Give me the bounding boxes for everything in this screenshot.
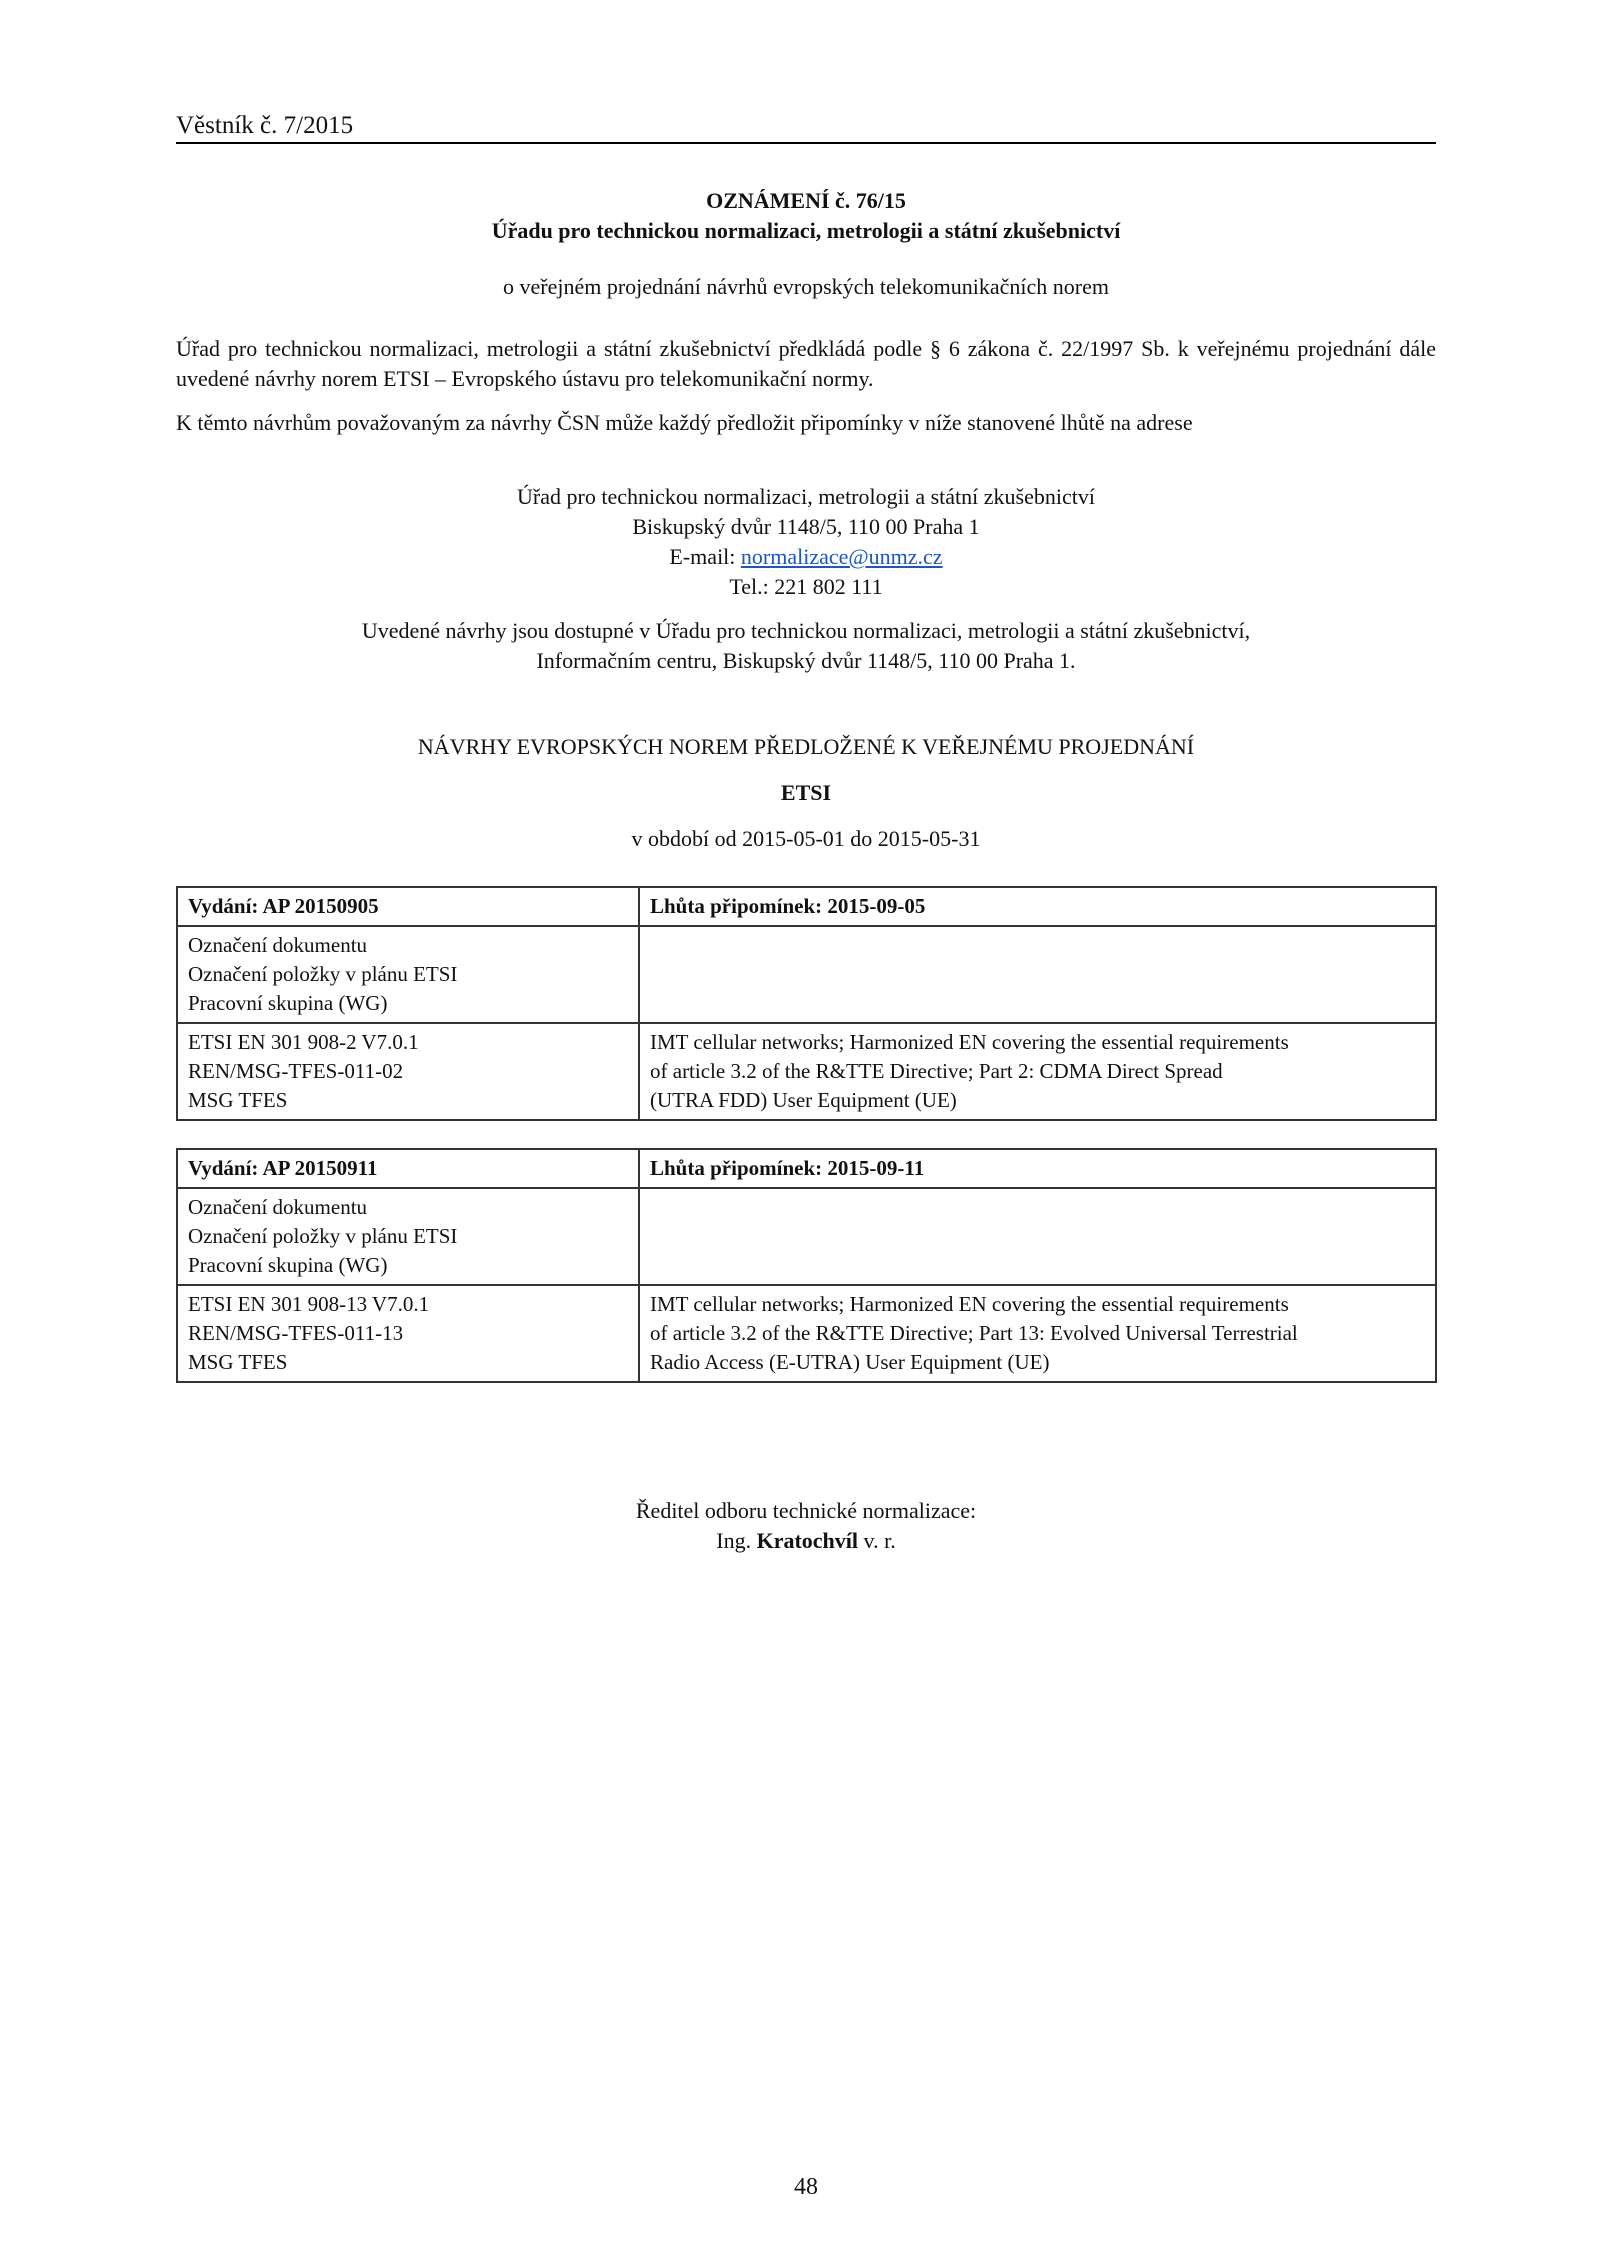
doc-line: MSG TFES: [188, 1088, 288, 1112]
desc-line: IMT cellular networks; Harmonized EN covering the essential requirements: [650, 1292, 1289, 1316]
page-number: 48: [794, 2174, 818, 2200]
label-line: Pracovní skupina (WG): [188, 991, 388, 1015]
address-tel: Tel.: 221 802 111: [729, 574, 883, 599]
availability-line-2: Informačním centru, Biskupský dvůr 1148/5, 110 00 Praha 1.: [536, 648, 1076, 673]
doc-cell: [177, 1023, 639, 1120]
table-row: [177, 1285, 1436, 1382]
label-line: Pracovní skupina (WG): [188, 1253, 388, 1277]
empty-cell: [639, 1188, 1436, 1285]
doc-line: REN/MSG-TFES-011-02: [188, 1059, 404, 1083]
desc-line: of article 3.2 of the R&TTE Directive; Part 13: Evolved Universal Terrestrial: [650, 1321, 1298, 1345]
label-line: Označení dokumentu: [188, 933, 368, 957]
section-heading: NÁVRHY EVROPSKÝCH NOREM PŘEDLOŽENÉ K VEŘEJNÉMU PROJEDNÁNÍ: [417, 734, 1195, 759]
desc-line: IMT cellular networks; Harmonized EN covering the essential requirements: [650, 1030, 1289, 1054]
label-line: Označení položky v plánu ETSI: [188, 962, 458, 986]
desc-cell: [639, 1285, 1436, 1382]
signature-role: Ředitel odboru technické normalizace:: [635, 1498, 977, 1523]
address-street: Biskupský dvůr 1148/5, 110 00 Praha 1: [632, 514, 980, 539]
doc-line: MSG TFES: [188, 1350, 288, 1374]
email-link[interactable]: normalizace@unmz.cz: [740, 544, 943, 569]
signature-line: [176, 1526, 1436, 1556]
deadline-cell: Lhůta připomínek: 2015-09-05: [639, 887, 1436, 926]
table-row: [177, 1188, 1436, 1285]
issue-cell: Vydání: AP 20150911: [177, 1149, 639, 1188]
desc-cell: [639, 1023, 1436, 1120]
desc-line: (UTRA FDD) User Equipment (UE): [650, 1088, 957, 1112]
label-line: Označení dokumentu: [188, 1195, 368, 1219]
section-period: v období od 2015-05-01 do 2015-05-31: [631, 826, 981, 851]
signature-block: [176, 1496, 1436, 1556]
draft-table-2: [176, 1148, 1437, 1383]
notice-number: OZNÁMENÍ č. 76/15: [706, 188, 906, 213]
issue-cell: Vydání: AP 20150905: [177, 887, 639, 926]
doc-line: ETSI EN 301 908-13 V7.0.1: [188, 1292, 430, 1316]
labels-cell: [177, 926, 639, 1023]
intro-paragraph: Úřad pro technickou normalizaci, metrologii a státní zkušebnictví předkládá podle § 6 zákona č. 22/1997 Sb. k veřejnému projednání dále uvedené návrhy norem ETSI – Evropského ústavu pro telekomunikační normy.: [176, 336, 1436, 391]
doc-cell: [177, 1285, 639, 1382]
desc-line: Radio Access (E-UTRA) User Equipment (UE): [650, 1350, 1050, 1374]
comments-paragraph: K těmto návrhům považovaným za návrhy ČSN může každý předložit připomínky v níže stanovené lhůtě na adrese: [176, 410, 1193, 435]
signature-suffix: v. r.: [858, 1528, 896, 1553]
availability-line-1: Uvedené návrhy jsou dostupné v Úřadu pro technickou normalizaci, metrologii a státní zkušebnictví,: [361, 618, 1251, 643]
address-block: [176, 482, 1436, 602]
address-email-line: [176, 542, 1436, 572]
table-header-row: [177, 887, 1436, 926]
notice-title: [176, 186, 1436, 246]
deadline-cell: Lhůta připomínek: 2015-09-11: [639, 1149, 1436, 1188]
table-header-row: [177, 1149, 1436, 1188]
empty-cell: [639, 926, 1436, 1023]
desc-line: of article 3.2 of the R&TTE Directive; Part 2: CDMA Direct Spread: [650, 1059, 1223, 1083]
journal-header: Věstník č. 7/2015: [176, 112, 1436, 144]
table-row: [177, 926, 1436, 1023]
address-name: Úřad pro technickou normalizaci, metrologii a státní zkušebnictví: [517, 484, 1095, 509]
doc-line: REN/MSG-TFES-011-13: [188, 1321, 404, 1345]
draft-table-1: [176, 886, 1437, 1121]
label-line: Označení položky v plánu ETSI: [188, 1224, 458, 1248]
section-org: ETSI: [780, 780, 832, 805]
notice-authority: Úřadu pro technickou normalizaci, metrologii a státní zkušebnictví: [491, 218, 1121, 243]
signature-prefix: Ing.: [716, 1528, 757, 1553]
availability-paragraph: [176, 616, 1436, 676]
notice-subject: o veřejném projednání návrhů evropských telekomunikačních norem: [502, 274, 1110, 299]
email-label: E-mail:: [669, 544, 741, 569]
labels-cell: [177, 1188, 639, 1285]
signature-name: Kratochvíl: [756, 1528, 859, 1553]
doc-line: ETSI EN 301 908-2 V7.0.1: [188, 1030, 419, 1054]
table-row: [177, 1023, 1436, 1120]
